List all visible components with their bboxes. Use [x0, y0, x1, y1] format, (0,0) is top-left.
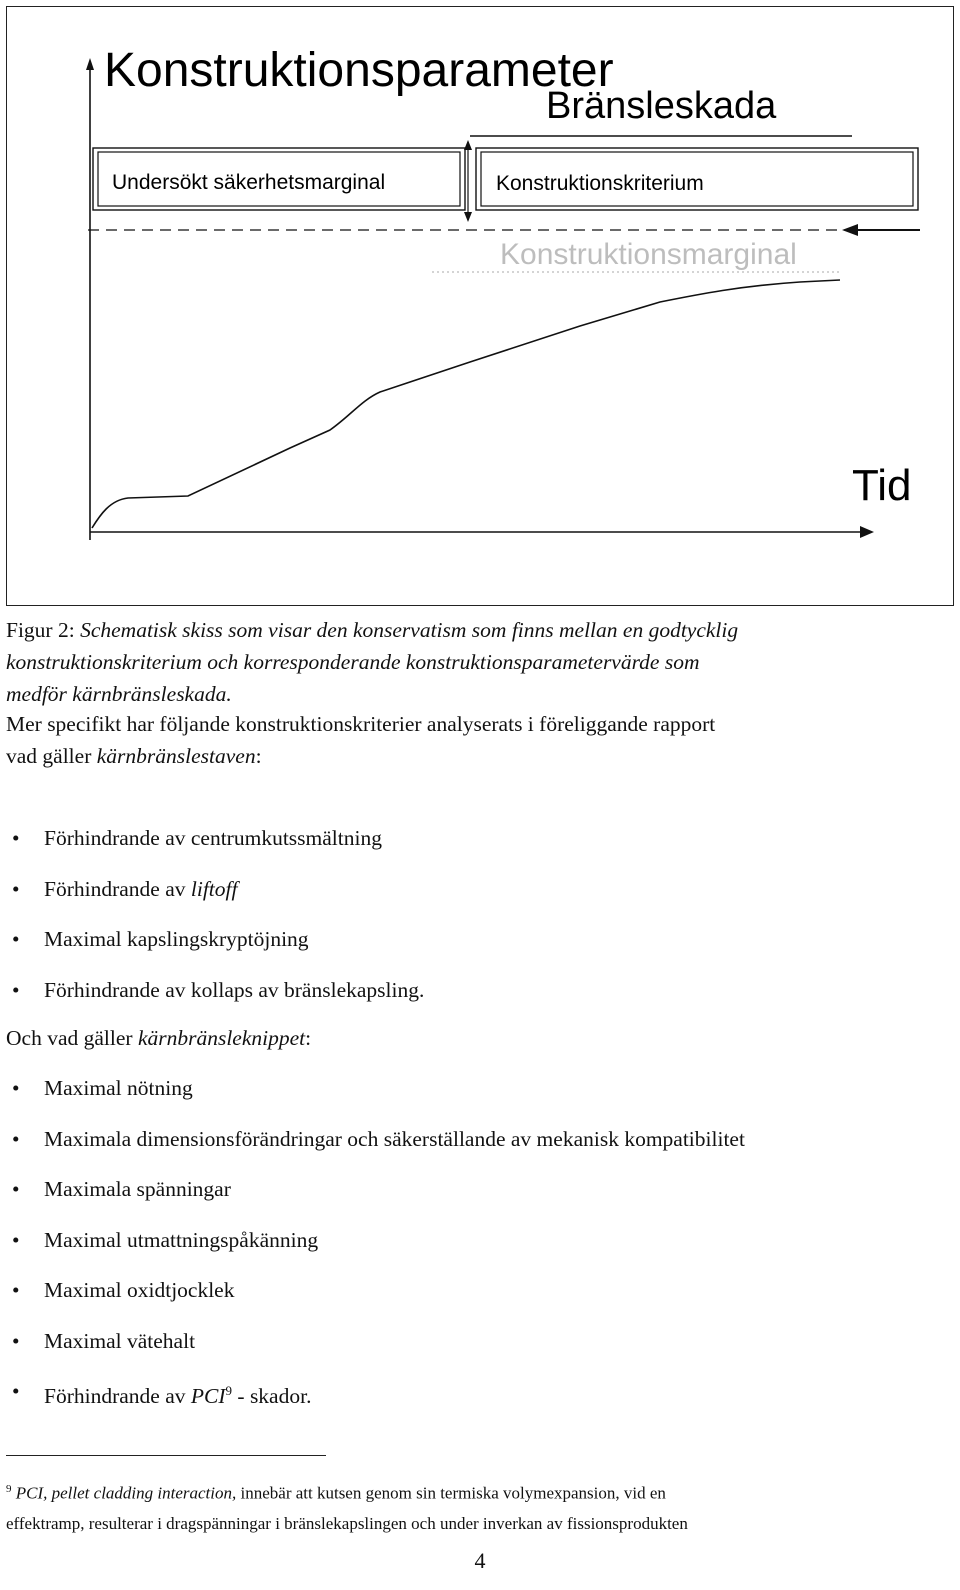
- page-number: 4: [474, 1548, 486, 1573]
- list-item-text: Förhindrande av centrumkutssmältning: [44, 826, 382, 850]
- caption-lead: Figur 2:: [6, 618, 81, 642]
- figure-caption: [6, 614, 946, 710]
- footnote-line-1: innebär att kutsen genom sin termiska volymexpansion, vid en: [236, 1483, 666, 1503]
- damage-label: Bränsleskada: [546, 85, 777, 127]
- footnote-mark: 9: [6, 1483, 12, 1495]
- list-item: [6, 1274, 745, 1325]
- list-item-text: Maximal vätehalt: [44, 1328, 196, 1353]
- parameter-curve: [92, 280, 840, 528]
- list-item-text: Maximala spänningar: [44, 1177, 231, 1201]
- footnote-line-2: effektramp, resulterar i dragspänningar i bränslekapslingen och under inverkan av fissionsprodukten: [6, 1513, 688, 1533]
- bundle-criteria-list: [6, 1072, 745, 1426]
- margin-arrow-up: [464, 140, 472, 150]
- y-axis-label: Konstruktionsparameter: [104, 44, 614, 97]
- list-item: [6, 1224, 745, 1275]
- criterion-box-label: Konstruktionskriterium: [496, 172, 704, 195]
- bundle-intro-italic: kärnbränsleknippet: [137, 1026, 306, 1050]
- margin-arrow-down: [464, 212, 472, 222]
- list-item: [6, 974, 424, 1025]
- caption-line-2: konstruktionskriterium och korresponderande konstruktionsparametervärde som: [6, 650, 700, 674]
- list-item-text: Maximala dimensionsförändringar och säkerställande av mekanisk kompatibilitet: [44, 1126, 745, 1151]
- footnote-divider: [6, 1455, 326, 1456]
- list-item: [6, 1375, 745, 1426]
- bundle-intro-end: :: [305, 1026, 312, 1050]
- rod-criteria-list: [6, 822, 424, 1024]
- list-item-end: - skador.: [232, 1384, 312, 1409]
- x-axis-label: Tid: [852, 461, 912, 510]
- footnote-ref[interactable]: 9: [225, 1383, 233, 1398]
- list-item-text: Förhindrande av: [44, 1384, 191, 1409]
- list-item-text: Maximal utmattningspåkänning: [44, 1227, 319, 1252]
- caption-line-1: Schematisk skiss som visar den konservatism som finns mellan en godtycklig: [80, 618, 739, 642]
- list-item: [6, 1072, 745, 1123]
- margin-box-label: Undersökt säkerhetsmarginal: [112, 171, 386, 194]
- list-item: [6, 1123, 745, 1174]
- list-item: [6, 873, 424, 924]
- list-item-text: Maximal nötning: [44, 1076, 193, 1100]
- bundle-intro: [6, 1022, 946, 1054]
- list-item: [6, 923, 424, 974]
- intro-line-2-end: :: [255, 744, 262, 768]
- criterion-arrowhead: [842, 224, 858, 236]
- list-item: [6, 822, 424, 873]
- footnote-term: PCI, pellet cladding interaction,: [15, 1483, 237, 1503]
- x-axis-arrowhead: [860, 526, 874, 538]
- list-item: [6, 1325, 745, 1376]
- list-item-text: Förhindrande av kollaps av bränslekapsling.: [44, 977, 425, 1002]
- list-item-text: Maximal oxidtjocklek: [44, 1278, 235, 1302]
- bundle-intro-plain: Och vad gäller: [6, 1026, 138, 1050]
- footnote: [6, 1474, 946, 1539]
- design-margin-label: Konstruktionsmarginal: [500, 238, 797, 271]
- y-axis-arrowhead: [86, 58, 94, 70]
- schematic-diagram: [0, 0, 960, 610]
- pci-abbrev: PCI: [190, 1384, 226, 1409]
- list-item: [6, 1173, 745, 1224]
- list-item-italic: liftoff: [190, 876, 238, 901]
- intro-line-1: Mer specifikt har följande konstruktionskriterier analyserats i föreliggande rapport: [6, 712, 716, 736]
- list-item-text: Förhindrande av: [44, 876, 191, 901]
- intro-line-2-plain: vad gäller: [6, 744, 97, 768]
- intro-paragraph: [6, 708, 946, 772]
- caption-line-3: medför kärnbränsleskada.: [6, 682, 232, 706]
- list-item-text: Maximal kapslingskryptöjning: [44, 927, 309, 951]
- intro-line-2-italic: kärnbränslestaven: [96, 744, 256, 768]
